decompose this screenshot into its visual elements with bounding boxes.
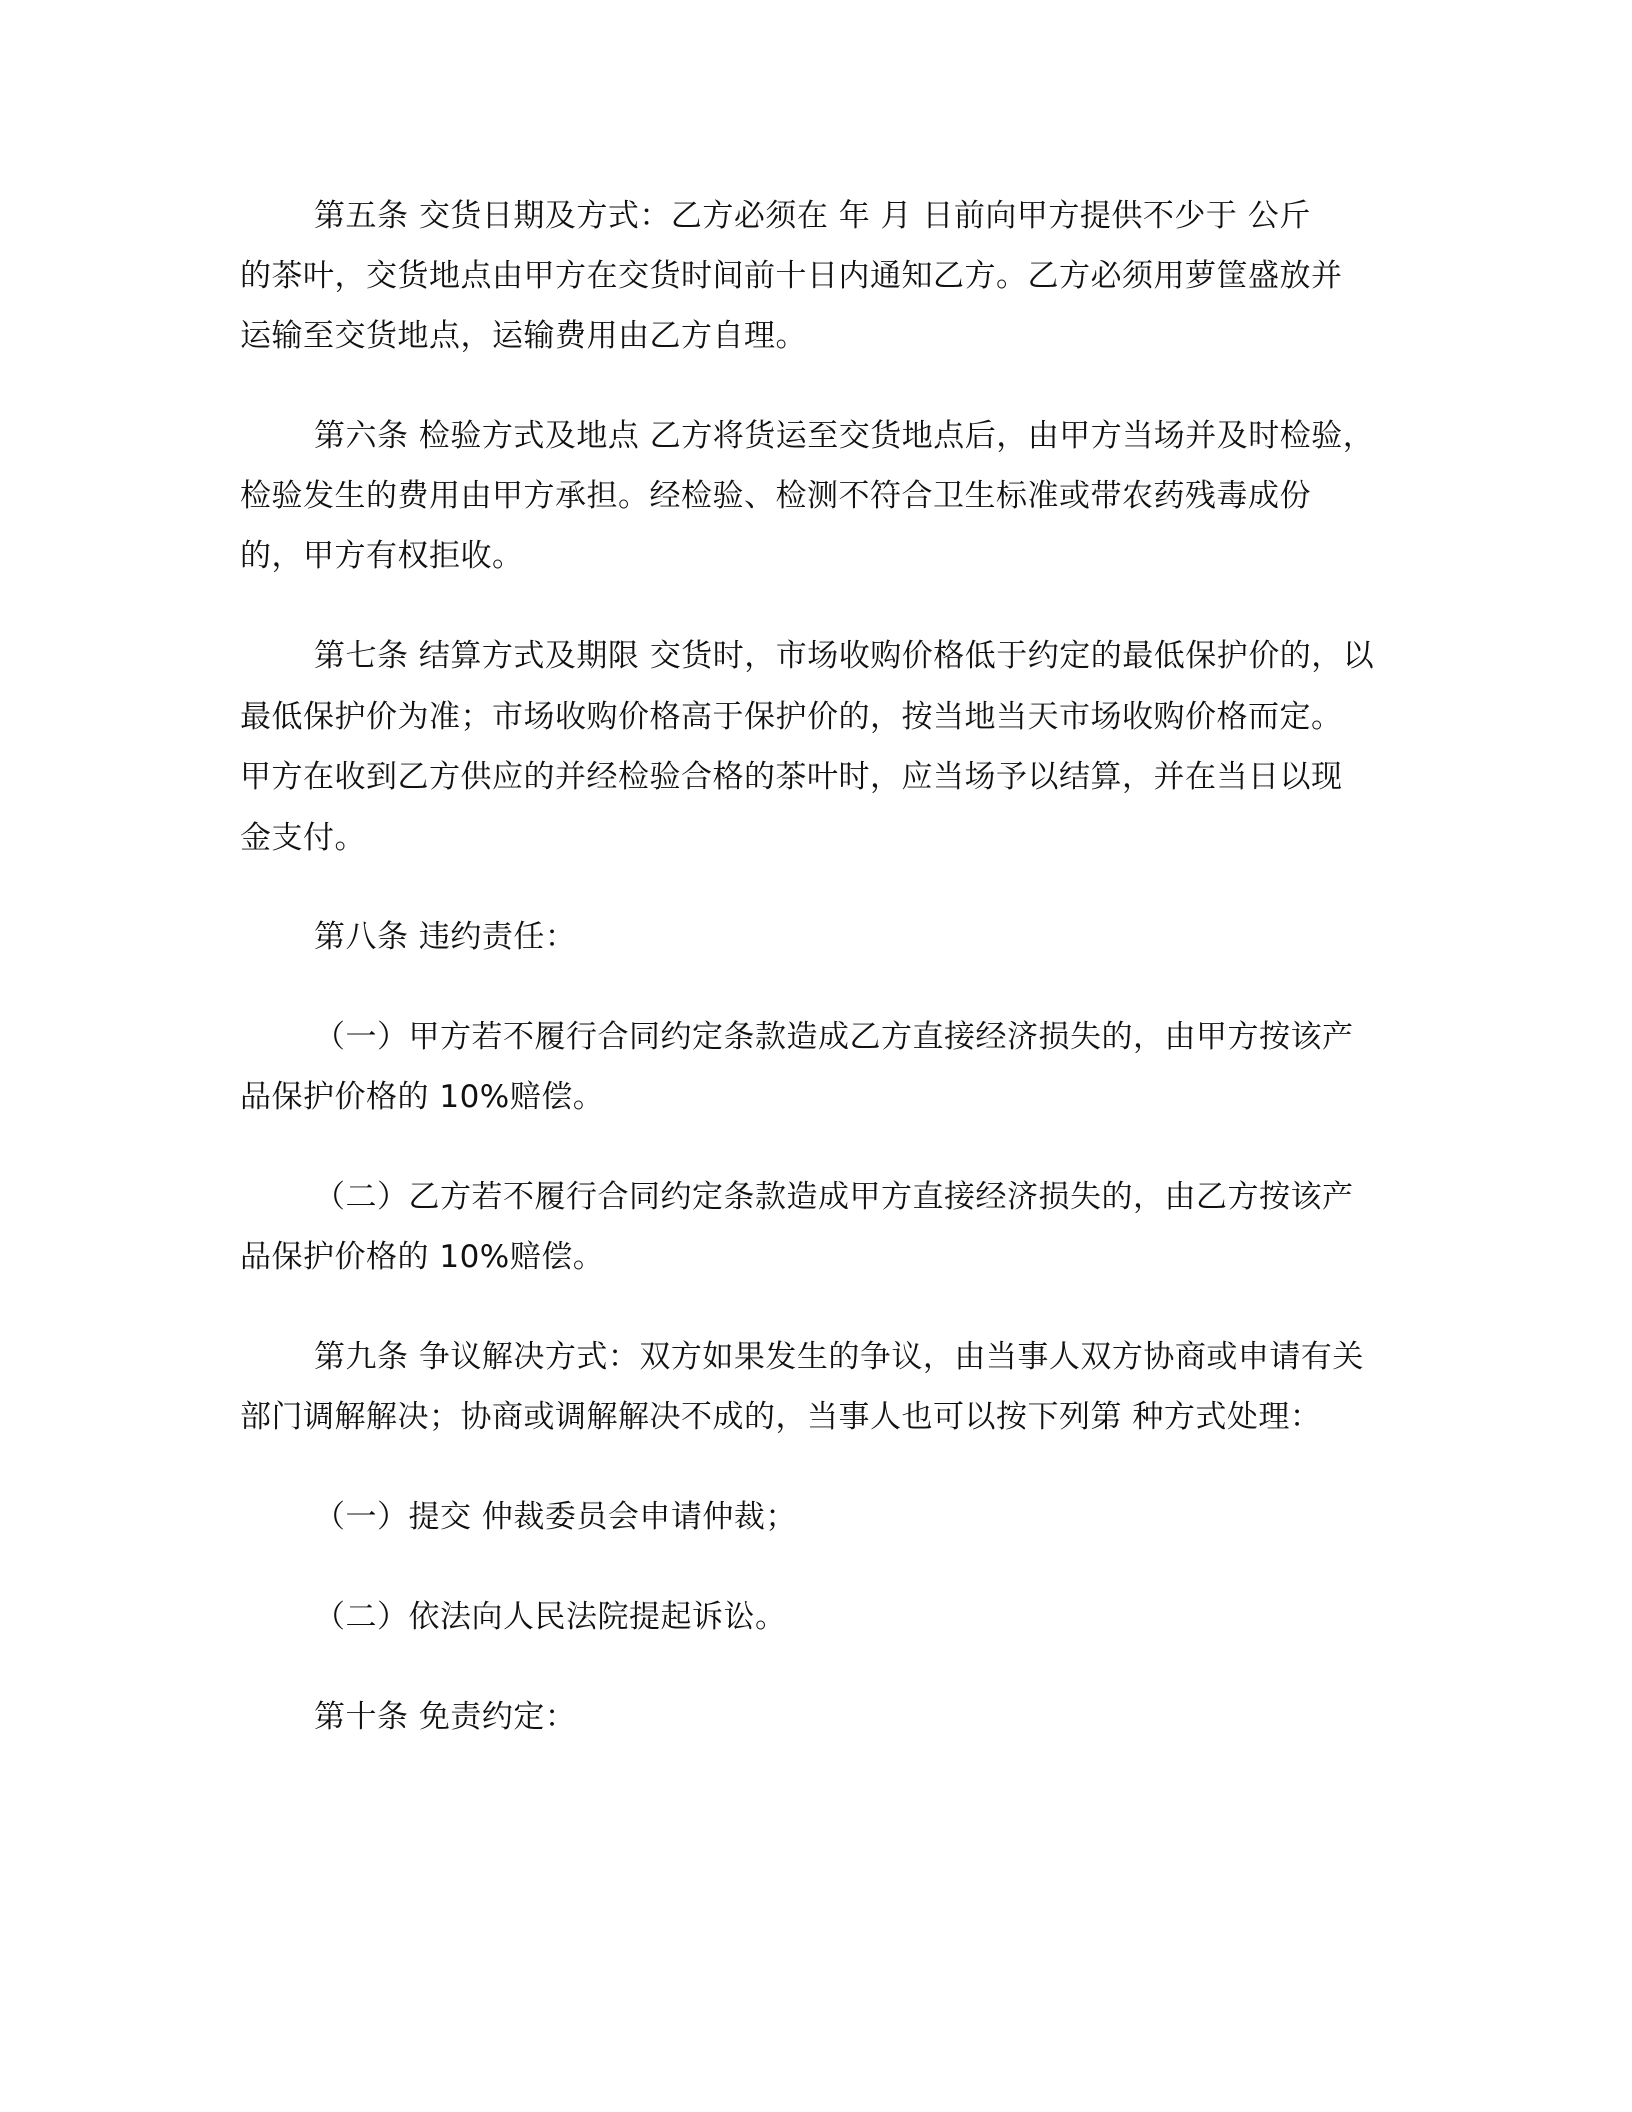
article-8-item-1-line-1: （一）甲方若不履行合同约定条款造成乙方直接经济损失的，由甲方按该产 [314, 1019, 1354, 1055]
article-9-item-2: （二）依法向人民法院提起诉讼。 [314, 1599, 787, 1635]
article-7-line-4: 金支付。 [240, 820, 366, 856]
article-9-line-1: 第九条 争议解决方式：双方如果发生的争议，由当事人双方协商或申请有关 [314, 1339, 1364, 1375]
article-5-line-3: 运输至交货地点，运输费用由乙方自理。 [240, 318, 807, 354]
article-8-item-1-line-2: 品保护价格的 10%赔偿。 [240, 1079, 605, 1115]
article-7-line-2: 最低保护价为准；市场收购价格高于保护价的，按当地当天市场收购价格而定。 [240, 699, 1343, 735]
article-5-line-1: 第五条 交货日期及方式：乙方必须在 年 月 日前向甲方提供不少于 公斤 [314, 198, 1311, 234]
article-8-item-2-line-1: （二）乙方若不履行合同约定条款造成甲方直接经济损失的，由乙方按该产 [314, 1179, 1354, 1215]
article-7-line-3: 甲方在收到乙方供应的并经检验合格的茶叶时，应当场予以结算，并在当日以现 [240, 759, 1343, 795]
article-5-line-2: 的茶叶，交货地点由甲方在交货时间前十日内通知乙方。乙方必须用萝筐盛放并 [240, 258, 1343, 294]
article-6-line-3: 的，甲方有权拒收。 [240, 538, 524, 574]
article-9-item-1: （一）提交 仲裁委员会申请仲裁； [314, 1499, 797, 1535]
article-8-heading: 第八条 违约责任： [314, 919, 577, 955]
article-7-line-1: 第七条 结算方式及期限 交货时，市场收购价格低于约定的最低保护价的，以 [314, 638, 1375, 674]
article-8-item-2-line-2: 品保护价格的 10%赔偿。 [240, 1239, 605, 1275]
article-10-heading: 第十条 免责约定： [314, 1699, 577, 1735]
article-6-line-2: 检验发生的费用由甲方承担。经检验、检测不符合卫生标准或带农药残毒成份 [240, 478, 1311, 514]
article-9-line-2: 部门调解解决；协商或调解解决不成的，当事人也可以按下列第 种方式处理： [240, 1399, 1322, 1435]
article-6-line-1: 第六条 检验方式及地点 乙方将货运至交货地点后，由甲方当场并及时检验， [314, 418, 1375, 454]
